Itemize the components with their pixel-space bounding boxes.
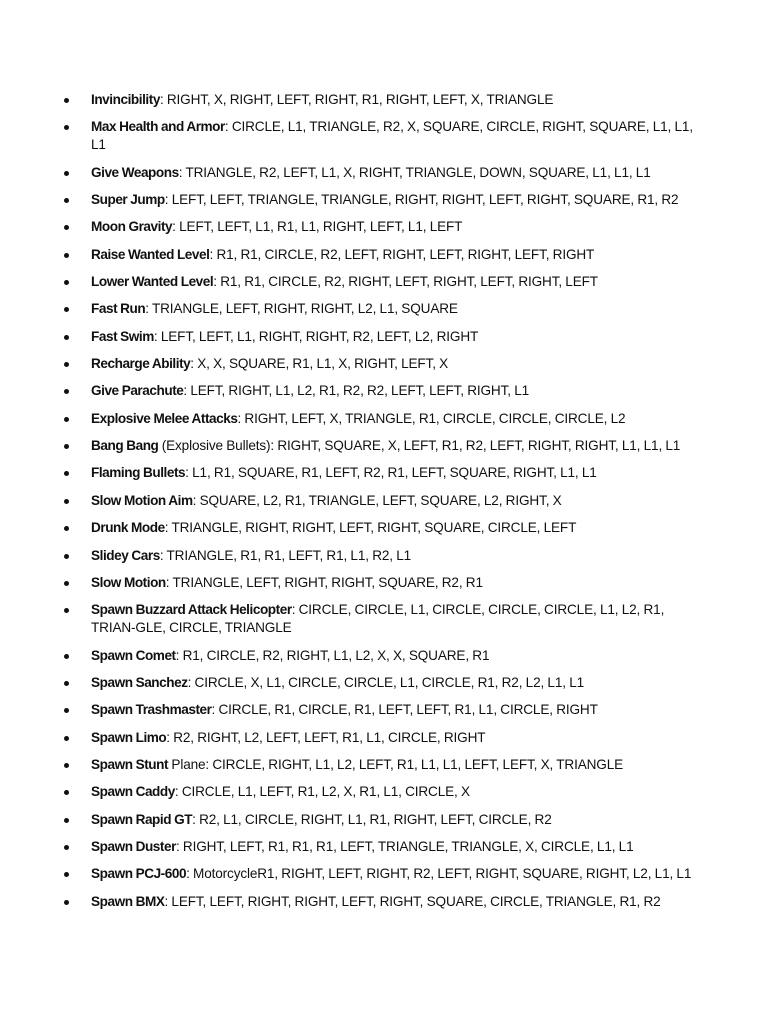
cheat-codes: (Explosive Bullets): RIGHT, SQUARE, X, LEFT, R1, R2, LEFT, RIGHT, RIGHT, L1, L1, L1 [158, 438, 681, 454]
list-item [62, 273, 702, 291]
cheat-codes: : R1, CIRCLE, R2, RIGHT, L1, L2, X, X, SQUARE, R1 [175, 647, 490, 663]
bullet-icon [64, 125, 69, 130]
bullet-icon [64, 681, 69, 686]
bullet-icon [64, 307, 69, 312]
bullet-icon [64, 362, 69, 367]
cheat-name: Spawn Trashmaster [91, 702, 212, 718]
cheat-codes: : R2, RIGHT, L2, LEFT, LEFT, R1, L1, CIRCLE, RIGHT [166, 729, 486, 745]
list-item [62, 811, 702, 829]
cheat-codes: : RIGHT, LEFT, R1, R1, R1, LEFT, TRIANGLE, TRIANGLE, X, CIRCLE, L1, L1 [175, 838, 634, 854]
cheat-codes: : TRIANGLE, LEFT, RIGHT, RIGHT, SQUARE, R2, R1 [165, 574, 483, 590]
bullet-icon [64, 872, 69, 877]
cheat-name: Spawn Buzzard Attack Helicopter [91, 602, 292, 618]
cheat-name: Give Parachute [91, 383, 184, 399]
list-item [62, 164, 702, 182]
cheat-name: Spawn Stunt [91, 756, 169, 772]
bullet-icon [64, 280, 69, 285]
list-item [62, 783, 702, 801]
bullet-icon [64, 763, 69, 768]
cheat-name: Invincibility [91, 92, 160, 107]
list-item [62, 410, 702, 428]
cheat-name: Spawn Duster [91, 838, 176, 854]
list-item [62, 355, 702, 373]
cheat-name: Spawn PCJ-600 [91, 866, 187, 882]
list-item [62, 492, 702, 510]
cheat-codes: : CIRCLE, L1, LEFT, R1, L2, X, R1, L1, CIRCLE, X [174, 784, 470, 800]
bullet-icon [64, 444, 69, 449]
list-item [62, 328, 702, 346]
cheat-codes: Plane: CIRCLE, RIGHT, L1, L2, LEFT, R1, L1, L1, LEFT, LEFT, X, TRIANGLE [168, 756, 624, 772]
list-item [62, 601, 702, 637]
cheat-codes: : LEFT, RIGHT, L1, L2, R1, R2, R2, LEFT, LEFT, RIGHT, L1 [183, 383, 530, 399]
cheat-name: Spawn Rapid GT [91, 811, 193, 827]
cheat-name: Max Health and Armor [91, 119, 225, 135]
list-item [62, 865, 702, 883]
cheat-name: Slidey Cars [91, 547, 160, 563]
cheat-codes: : TRIANGLE, R2, LEFT, L1, X, RIGHT, TRIANGLE, DOWN, SQUARE, L1, L1, L1 [178, 164, 651, 180]
list-item [62, 191, 702, 209]
cheat-codes: : SQUARE, L2, R1, TRIANGLE, LEFT, SQUARE, L2, RIGHT, X [192, 492, 562, 508]
cheat-name: Spawn BMX [91, 893, 165, 909]
bullet-icon [64, 845, 69, 850]
cheat-codes: : X, X, SQUARE, R1, L1, X, RIGHT, LEFT, X [190, 356, 449, 372]
bullet-icon [64, 225, 69, 230]
list-item [62, 218, 702, 236]
cheat-name: Raise Wanted Level [91, 246, 210, 262]
cheat-name: Explosive Melee Attacks [91, 410, 238, 426]
cheat-codes: : CIRCLE, L1, TRIANGLE, R2, X, SQUARE, CIRCLE, RIGHT, SQUARE, L1, L1, L1 [91, 119, 693, 153]
list-item [62, 574, 702, 592]
list-item [62, 246, 702, 264]
cheat-name: Spawn Limo [91, 729, 167, 745]
list-item [62, 464, 702, 482]
cheat-name: Fast Run [91, 301, 146, 317]
cheat-name: Fast Swim [91, 328, 154, 344]
bullet-icon [64, 526, 69, 531]
bullet-icon [64, 499, 69, 504]
cheat-codes: : TRIANGLE, RIGHT, RIGHT, LEFT, RIGHT, SQUARE, CIRCLE, LEFT [164, 520, 577, 536]
bullet-icon [64, 581, 69, 586]
cheat-codes: : L1, R1, SQUARE, R1, LEFT, R2, R1, LEFT, SQUARE, RIGHT, L1, L1 [185, 465, 597, 481]
bullet-icon [64, 335, 69, 340]
bullet-icon [64, 790, 69, 795]
bullet-icon [64, 198, 69, 203]
cheat-codes: : R2, L1, CIRCLE, RIGHT, L1, R1, RIGHT, LEFT, CIRCLE, R2 [192, 811, 552, 827]
cheat-name: Give Weapons [91, 164, 179, 180]
bullet-icon [64, 900, 69, 905]
cheat-codes: : CIRCLE, CIRCLE, L1, CIRCLE, CIRCLE, CIRCLE, L1, L2, R1, TRIAN-GLE, CIRCLE, TRIANGLE [91, 602, 665, 636]
cheat-name: Slow Motion [91, 574, 166, 590]
list-item [62, 547, 702, 565]
bullet-icon [64, 98, 69, 103]
cheat-name: Super Jump [91, 192, 165, 208]
bullet-icon [64, 608, 69, 613]
bullet-icon [64, 654, 69, 659]
list-item [62, 893, 702, 911]
list-item [62, 437, 702, 455]
cheat-name: Spawn Comet [91, 647, 176, 663]
cheat-name: Spawn Sanchez [91, 674, 188, 690]
cheat-codes: : LEFT, LEFT, L1, R1, L1, RIGHT, LEFT, L1, LEFT [172, 219, 463, 235]
list-item [62, 674, 702, 692]
cheat-codes: : LEFT, LEFT, TRIANGLE, TRIANGLE, RIGHT, RIGHT, LEFT, RIGHT, SQUARE, R1, R2 [164, 192, 679, 208]
list-item [62, 756, 702, 774]
list-item [62, 701, 702, 719]
list-item [62, 647, 702, 665]
cheat-codes: : TRIANGLE, LEFT, RIGHT, RIGHT, L2, L1, SQUARE [145, 301, 458, 317]
bullet-icon [64, 471, 69, 476]
list-item [62, 91, 702, 109]
cheat-codes: : RIGHT, X, RIGHT, LEFT, RIGHT, R1, RIGHT, LEFT, X, TRIANGLE [159, 92, 554, 107]
cheat-name: Bang Bang [91, 438, 159, 454]
cheat-codes: : TRIANGLE, R1, R1, LEFT, R1, L1, R2, L1 [159, 547, 412, 563]
list-item [62, 729, 702, 747]
cheat-codes: : RIGHT, LEFT, X, TRIANGLE, R1, CIRCLE, CIRCLE, CIRCLE, L2 [237, 410, 626, 426]
bullet-icon [64, 708, 69, 713]
cheat-codes: : LEFT, LEFT, RIGHT, RIGHT, LEFT, RIGHT, SQUARE, CIRCLE, TRIANGLE, R1, R2 [164, 893, 661, 909]
cheat-name: Recharge Ability [91, 356, 191, 372]
cheat-codes: : LEFT, LEFT, L1, RIGHT, RIGHT, R2, LEFT, L2, RIGHT [153, 328, 479, 344]
bullet-icon [64, 736, 69, 741]
cheat-name: Moon Gravity [91, 219, 173, 235]
cheat-name: Lower Wanted Level [91, 274, 214, 290]
cheat-list [62, 91, 702, 920]
cheat-name: Drunk Mode [91, 520, 165, 536]
bullet-icon [64, 554, 69, 559]
list-item [62, 118, 702, 154]
cheat-codes: : CIRCLE, R1, CIRCLE, R1, LEFT, LEFT, R1, L1, CIRCLE, RIGHT [211, 702, 598, 718]
list-item [62, 838, 702, 856]
cheat-codes: : R1, R1, CIRCLE, R2, RIGHT, LEFT, RIGHT, LEFT, RIGHT, LEFT [213, 274, 598, 290]
cheat-name: Flaming Bullets [91, 465, 186, 481]
list-item [62, 519, 702, 537]
bullet-icon [64, 171, 69, 176]
cheat-codes: : R1, R1, CIRCLE, R2, LEFT, RIGHT, LEFT, RIGHT, LEFT, RIGHT [209, 246, 595, 262]
cheat-codes: : MotorcycleR1, RIGHT, LEFT, RIGHT, R2, LEFT, RIGHT, SQUARE, RIGHT, L2, L1, L1 [186, 866, 692, 882]
bullet-icon [64, 818, 69, 823]
cheat-name: Spawn Caddy [91, 784, 175, 800]
bullet-icon [64, 253, 69, 258]
list-item [62, 382, 702, 400]
cheat-name: Slow Motion Aim [91, 492, 193, 508]
cheat-codes: : CIRCLE, X, L1, CIRCLE, CIRCLE, L1, CIRCLE, R1, R2, L2, L1, L1 [187, 674, 585, 690]
bullet-icon [64, 417, 69, 422]
bullet-icon [64, 389, 69, 394]
list-item [62, 300, 702, 318]
